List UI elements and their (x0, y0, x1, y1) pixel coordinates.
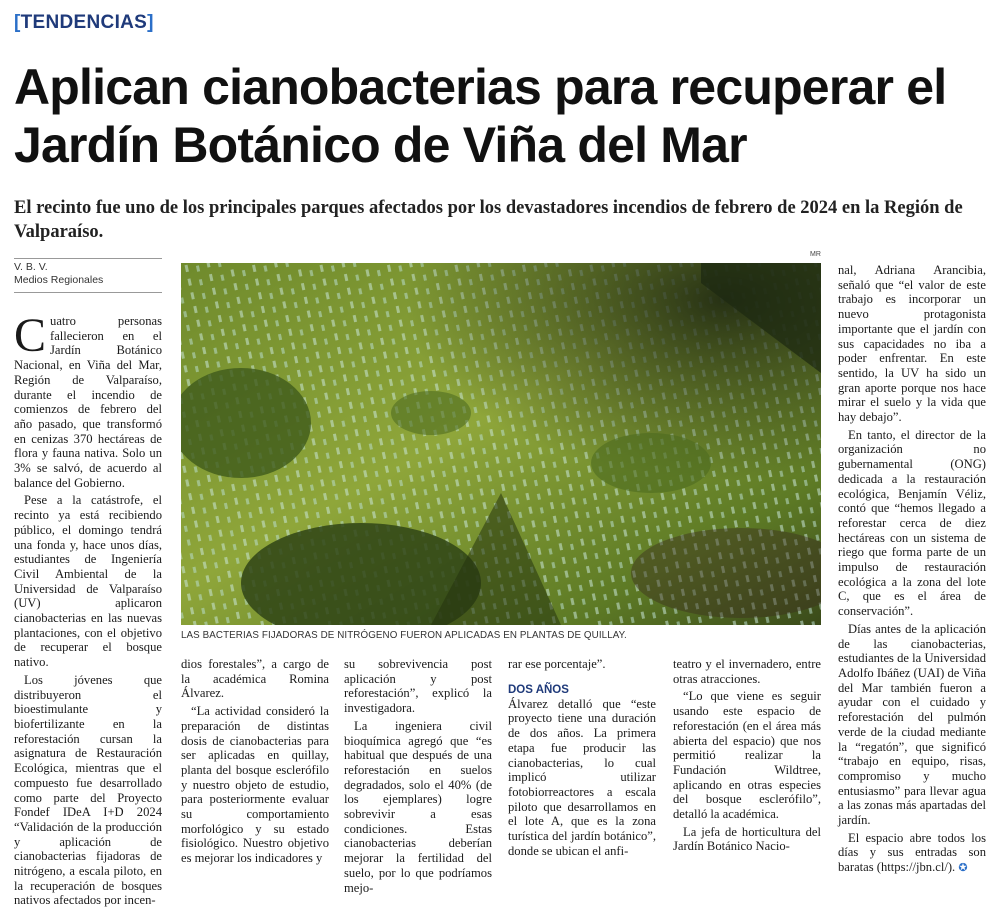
section-label: TENDENCIAS (20, 12, 148, 33)
paragraph (14, 309, 162, 490)
byline-author: V. B. V. (14, 261, 48, 273)
paragraph-text: uatro personas fallecieron en el Jardín Botánico Nacional, en Viña del Mar, Región de Valparaíso, durante el incendio de comienzos de febrero del año pasado, que transformó en cenizas 370 hectáreas de flora y fauna nativa. Solo un 3% se salvó, de acuerdo al balance del Gobierno. (14, 314, 162, 490)
body-column-4 (508, 657, 656, 858)
photo-credit: MR (810, 251, 821, 258)
paragraph: Días antes de la aplicación de las cianobacterias, estudiantes de la Universidad Adolfo Ibáñez (UAI) de Viña del Mar también fueron a ayudar con el cuidado y reforestación del pulmón verde de la ciudad mediante la “regatón”, que significó “trabajo en equipo, risas, compromiso y mucho entusiasmo” para llevar agua a las zonas más apartadas del jardín. (838, 621, 986, 828)
paragraph (838, 831, 986, 876)
paragraph: “Lo que viene es seguir usando este espacio de reforestación (en el área más abierta del espacio) que nos permitió realizar la Fundación Wildtree, aplicando en otras especies del bosque esclerófilo”, detalló la académica. (673, 689, 821, 822)
photo-caption: LAS BACTERIAS FIJADORAS DE NITRÓGENO FUERON APLICADAS EN PLANTAS DE QUILLAY. (181, 630, 627, 641)
paragraph: En tanto, el director de la organización no gubernamental (ONG) dedicada a la restauración ecológica, Benjamín Véliz, contó que “hemos llegado a reforestar cerca de diez hectáreas con un sistema de riego que forma parte de un impulso de restauración ecológica a la zona del lote C, que es el área de conservación”. (838, 427, 986, 619)
body-column-6 (838, 263, 986, 876)
paragraph: Pese a la catástrofe, el recinto ya está recibiendo público, el domingo tendrá una fonda y, hace unos días, estudiantes de Ingeniería Civil Ambiental de la Universidad de Valparaíso (UV) aplicaron cianobacterias en las nuevas plantaciones, con el objetivo de recuperar el bosque nativo. (14, 493, 162, 670)
byline-rule-bottom (14, 292, 162, 293)
paragraph: dios forestales”, a cargo de la académica Romina Álvarez. (181, 657, 329, 701)
body-column-1 (14, 309, 162, 908)
subhead: DOS AÑOS (508, 683, 569, 696)
paragraph: Los jóvenes que distribuyeron el bioestimulante y biofertilizante en la reforestación cursan la asignatura de Restauración Ecológica, mientras que el compuesto fue desarrollado como parte del Proyecto Fondef IDeA I+D 2024 “Validación de la producción y aplicación de cianobacterias fijadoras de nitrógeno, a escala piloto, en la recuperación de bosques nativos afectados por incen- (14, 672, 162, 908)
body-column-2 (181, 657, 329, 866)
drop-cap: C (14, 309, 47, 362)
deck: El recinto fue uno de los principales parques afectados por los devastadores incendios de febrero de 2024 en la Región de Valparaíso. (14, 198, 963, 242)
paragraph: teatro y el invernadero, entre otras atracciones. (673, 657, 821, 686)
section-bracket-open: [ (14, 12, 21, 33)
paragraph: su sobrevivencia post aplicación y post reforestación”, explicó la investigadora. (344, 657, 492, 716)
paragraph: nal, Adriana Arancibia, señaló que “el valor de este trabajo es incorporar un nuevo protagonista importante que el jardín con sus capacidades no iba a poder enfrentar. En este sentido, la UV ha sido un gran aporte porque nos hace mirar el suelo y la vida que hay debajo”. (838, 263, 986, 425)
byline (14, 261, 103, 287)
paragraph: “La actividad consideró la preparación de distintas dosis de cianobacterias para ser aplicadas en quillay, planta del bosque esclerófilo y nuestro objeto de estudio, para posteriormente evaluar su comportamiento morfológico y su estado fisiológico. Nuestro objetivo es mejorar los indicadores y (181, 704, 329, 866)
section-tag (14, 12, 154, 34)
body-column-5 (673, 657, 821, 854)
byline-rule-top (14, 258, 162, 259)
section-bracket-close: ] (147, 12, 154, 33)
paragraph-text: El espacio abre todos los días y sus entradas son baratas (https://jbn.cl/). (838, 830, 986, 875)
paragraph: La ingeniera civil bioquímica agregó que “es habitual que después de una reforestación en suelos degradados, solo el 40% (de los ejemplares) logre sobrevivir a esas condiciones. Estas cianobacterias deberían mejorar la fertilidad del suelo, por lo que podríamos mejo- (344, 718, 492, 895)
byline-outlet: Medios Regionales (14, 274, 104, 286)
paragraph: La jefa de horticultura del Jardín Botánico Nacio- (673, 824, 821, 854)
paragraph: Álvarez detalló que “este proyecto tiene una duración de dos años. La primera etapa fue producir las cianobacterias, lo cual implicó utilizar fotobiorreactores a escala piloto que desarrollamos en el lote A, que es la zona turística del jardín botánico”, donde se ubican el anfi- (508, 696, 656, 858)
headline: Aplican cianobacterias para recuperar el Jardín Botánico de Viña del Mar (14, 59, 947, 173)
paragraph: rar ese porcentaje”. (508, 657, 606, 671)
body-column-3 (344, 657, 492, 895)
hillside-photo (181, 263, 821, 625)
end-mark-icon: ✪ (958, 862, 968, 875)
